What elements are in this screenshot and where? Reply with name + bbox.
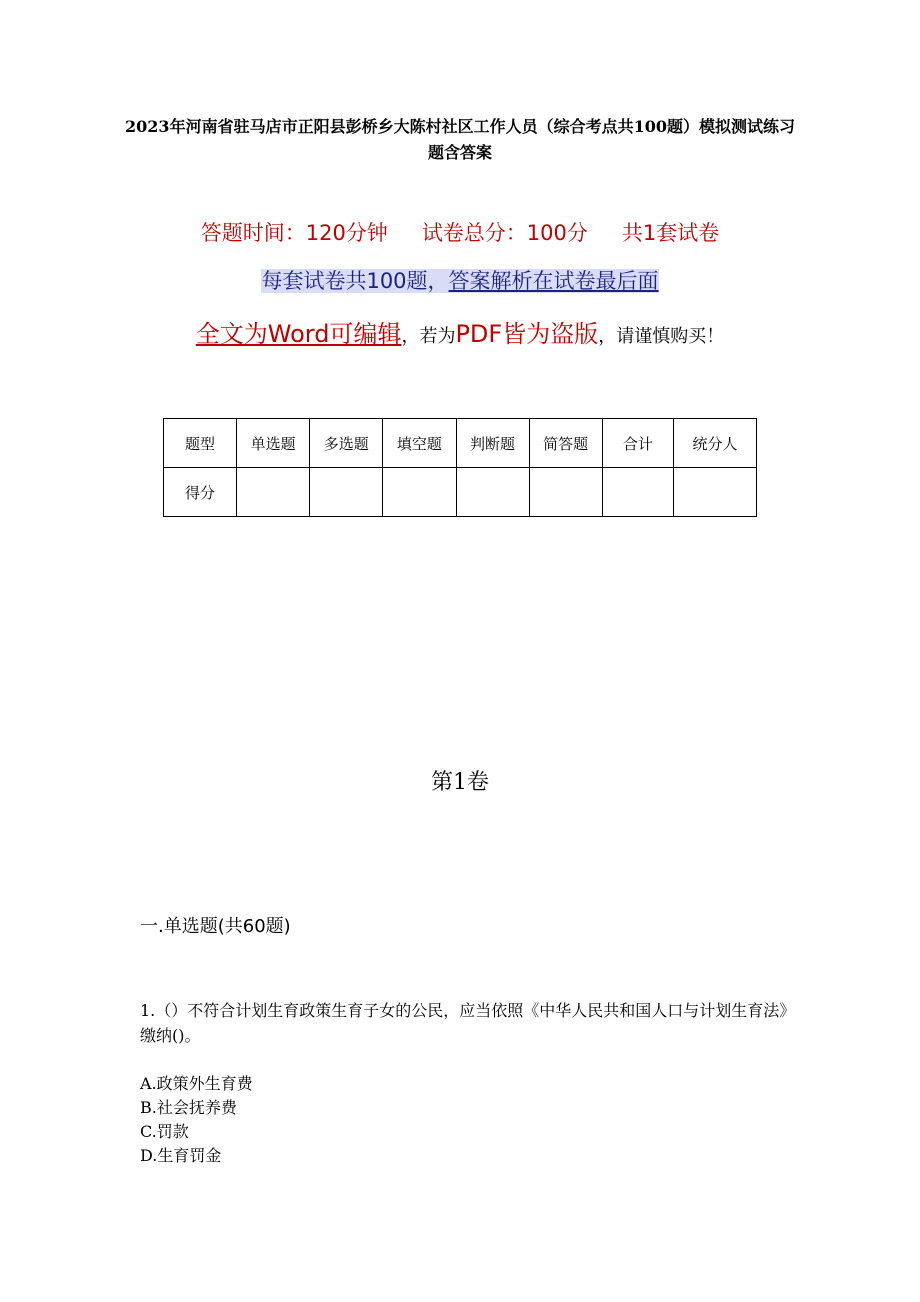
option-c: C.罚款 xyxy=(140,1122,189,1141)
edit-warning xyxy=(140,312,780,359)
option-b: B.社会抚养费 xyxy=(140,1098,237,1117)
pdf-piracy-text: PDF皆为盗版 xyxy=(455,320,599,348)
question-stem: 1.（）不符合计划生育政策生育子女的公民，应当依照《中华人民共和国人口与计划生育法》缴纳()。 xyxy=(140,1001,788,1045)
score-table-header-cell: 填空题 xyxy=(383,419,456,468)
word-editable-text: 全文为Word可编辑 xyxy=(195,320,402,348)
exam-sets: 共1套试卷 xyxy=(621,221,720,245)
option-a: A.政策外生育费 xyxy=(140,1074,253,1093)
score-table-header-cell: 统分人 xyxy=(673,419,756,468)
score-cell xyxy=(529,468,602,517)
option-d: D.生育罚金 xyxy=(140,1146,222,1165)
score-table-header-row xyxy=(164,419,757,468)
score-cell xyxy=(383,468,456,517)
score-table-header-cell: 简答题 xyxy=(529,419,602,468)
exam-total-score: 试卷总分：100分 xyxy=(421,221,588,245)
exam-info xyxy=(100,216,820,250)
question-options xyxy=(140,1072,790,1168)
exam-time: 答题时间：120分钟 xyxy=(200,221,388,245)
score-row-label: 得分 xyxy=(164,468,237,517)
score-table-header-cell: 题型 xyxy=(164,419,237,468)
notice-question-count: 每套试卷共100题， xyxy=(261,269,449,293)
score-cell xyxy=(456,468,529,517)
score-table-header-cell: 多选题 xyxy=(310,419,383,468)
score-cell xyxy=(310,468,383,517)
volume-title: 第1卷 xyxy=(431,770,489,795)
score-table-header-cell: 单选题 xyxy=(237,419,310,468)
score-cell xyxy=(602,468,673,517)
section-title: 一.单选题(共60题) xyxy=(140,916,291,937)
warning-connector: ，若为 xyxy=(401,326,456,347)
score-table-score-row xyxy=(164,468,757,517)
score-table-header-cell: 判断题 xyxy=(456,419,529,468)
score-cell xyxy=(673,468,756,517)
warning-caution: ，请谨慎购买！ xyxy=(598,326,725,347)
notice-answer-location: 答案解析在试卷最后面 xyxy=(448,269,659,293)
score-table-header-cell: 合计 xyxy=(602,419,673,468)
score-table xyxy=(163,418,757,517)
score-cell xyxy=(237,468,310,517)
document-title: 2023年河南省驻马店市正阳县彭桥乡大陈村社区工作人员（综合考点共100题）模拟测试练习题含答案 xyxy=(125,117,795,162)
notice-line xyxy=(100,264,820,298)
